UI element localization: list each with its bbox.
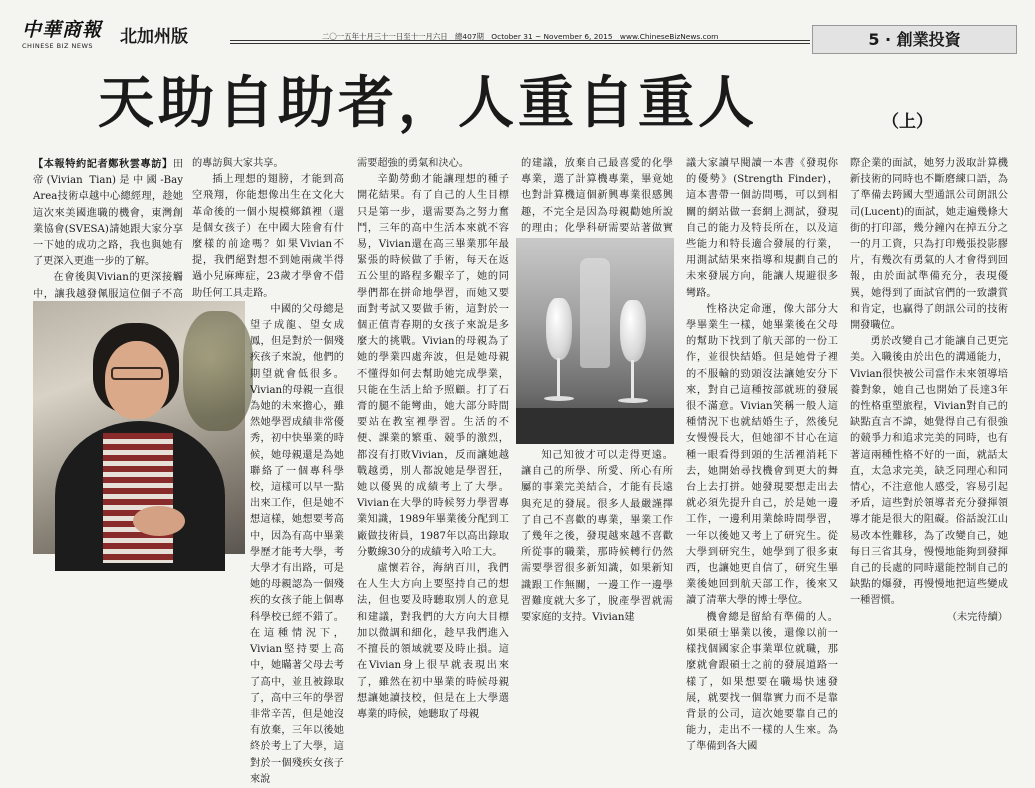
dateline: 二〇一五年十月三十一日至十一月六日 總407期 October 31 ~ November 6, 2015 www.ChineseBizNews.com: [322, 32, 719, 41]
photo-shirt: [103, 433, 173, 563]
paragraph: 中國的父母總是望子成龍、望女成鳳，但是對於一個殘疾孩子來說，他們的期望就會低很多。Vivian的母親一直很為她的未來擔心，雖然她學習成績非常優秀，初中快畢業的時候，她母親還是為她聯絡了一個專科學校，這樣可以早一點出來工作，但是她不想這樣，她想要考高中，因為有高中畢業學歷才能考大學，考大學才有出路，可是她的母親認為一個殘疾的女孩子能上個專科學校已經不錯了。在這種情況下，Vivian堅持要上高中，她瞞著父母去考了高中，並且被錄取了，高中三年的學習非常辛苦，但是她沒有放棄，三年以後她終於考上了大學，這對於一個殘疾女孩子來說: [250, 303, 344, 785]
paragraph: 需要超強的勇氣和決心。: [357, 158, 470, 169]
column-6: [850, 156, 1008, 623]
paragraph: 機會總是留給有準備的人。如果碩士畢業以後，還像以前一樣找個國家企事業單位就職，那麼就會跟碩士之前的發展道路一樣了，如果想要在職場快速發展，就要找一個靠實力而不是靠背景的公司，這次她要靠自己的能力，走出不一樣的人生來。為了準備到各大國: [686, 611, 838, 753]
section-tag: 5 · 創業投資: [812, 25, 1017, 54]
photo-base: [544, 396, 574, 401]
byline: （未完待續）: [946, 611, 1008, 623]
paragraph: 辛勤勞動才能讓理想的種子開花結果。有了自己的人生目標只是第一步，還需要為之努力奮鬥，三年的高中生活本來就不容易，Vivian還在高三畢業那年最緊張的時候做了手術，每天在返五公里的路程多艱辛了，她的同學們都在拼命地學習，而她又要面對考試又要做手術，這對於一個正值青春期的女孩子來說是多麼大的挑戰。Vivian的母親為了她的學業四處奔波，但是她母親不懂得如何去幫助她完成學業，只能在生活上給予照顧。打了石膏的腿不能彎曲，她大部分時間要站在教室裡學習。生活的不便、課業的繁重、競爭的激烈，都沒有打敗Vivian，反而讓她越戰越勇，別人都說她是學習狂，她以優異的成績考上了大學。Vivian在大學的時候努力學習專業知識，1989年畢業後分配到工廠做技術員，1987年以高出錄取分數線30分的成績考入哈工大。: [357, 174, 509, 558]
photo-glass: [620, 300, 646, 362]
edition-label: 北加州版: [120, 27, 188, 47]
photo-glasses: [111, 367, 163, 380]
paragraph: 在會後與Vivian的更深接觸中，讓我越發佩服這位個子不高: [33, 272, 183, 300]
logo-subtitle: CHINESE BIZ NEWS: [22, 42, 94, 50]
column-2: [192, 156, 344, 785]
paragraph: [33, 156, 183, 270]
column-3: [357, 156, 509, 720]
paragraph: 的專訪與大家共享。: [192, 158, 284, 169]
photo-stem: [557, 358, 560, 398]
paragraph: 插上理想的翅膀，才能到高空飛翔，你能想像出生在文化大革命後的一個小規模鄉鎮裡（還是個女孩子）在中國大陸會有什麼樣的前途嗎？如果Vivian不提，我們絕對想不到她兩歲半得過小兒麻痺症，23歲才學會不借助任何工具走路。: [192, 174, 344, 299]
headline-part: （上）: [882, 112, 933, 132]
column-1: [33, 156, 183, 300]
paragraph: 際企業的面試，她努力汲取計算機新技術的同時也不斷磨練口語，為了準備去跨國大型通訊公司朗訊公司(Lucent)的面試，她走遍幾條大街的打印部，幾分鐘內在掉五分之一的月工資，只為打印幾張投影膠片，有幾次有勇氣的人才會得到回報，由於面試準備充分，表現優異，她得到了面試官們的一致讚賞和肯定，也贏得了朗訊公司的技術開發職位。: [850, 158, 1008, 332]
photo-glass: [546, 298, 572, 360]
lead-credit: 【本報特約記者鄭秋雲專訪】: [33, 158, 173, 170]
paragraph-text: 田帝(Vivian Tian)是中國-Bay Area技術卓越中心總經理，趁她這次來美國進職的機會，東灣創業協會(SVESA)請她跟大家分享一下她的成功之路，我也與她有了更深入更進一步的了解。: [33, 159, 183, 268]
photo-stem: [631, 360, 634, 400]
wine-glasses-photo: [516, 238, 674, 444]
photo-bottle: [580, 258, 610, 368]
masthead: [0, 0, 1035, 62]
column-5: [686, 156, 838, 753]
newspaper-logo: [22, 20, 112, 54]
header-rule: [230, 40, 810, 44]
column-4-bottom: [521, 448, 673, 624]
photo-table: [516, 408, 674, 444]
paragraph: 勇於改變自己才能讓自己更完美。入職後由於出色的溝通能力，Vivian很快被公司當作未來領導培養對象，她自己也開始了長達3年的性格重塑旅程，Vivian對自己的缺點直言不諱，她覺得自己有很強的競爭力和追求完美的同時，也有著這兩種性格不好的一面，就話太直，太急求完美，缺乏同理心和同情心，不注意他人感受，容易引起矛盾，這些對於領導者充分發揮領導才能是很大的阻礙。俗話說江山易改本性難移，為了改變自己，她每日三省其身，慢慢地能夠到發揮自己的長處的同時還能控制自己的缺點的爆發，再慢慢地把這些變成一種習慣。: [850, 336, 1008, 607]
headline: 天助自助者，人重自重人: [98, 71, 758, 136]
paragraph: 議大家讀早閱讀一本書《發現你的優勢》(Strength Finder)，這本書帶一個訪問嗎，可以到相關的網站做一套網上測試，發現自己的能力及特長所在，以及這些能力和特長適合發展的行業，用測試結果來指導和規劃自己的未來發展方向，能讓人規避很多彎路。: [686, 158, 838, 299]
paragraph: 知己知彼才可以走得更遠。讓自己的所學、所愛、所心有所屬的事業完美結合，才能有長遠與充足的發展。很多人最嚴謹擇了自己不喜歡的專業，畢業工作了幾年之後，發現越來越不喜歡所從事的職業，那時候轉行仍然需要學習很多新知識，如果新知識跟工作無關，一邊工作一邊學習難度就大多了，脫產學習就需要家庭的支持。Vivian建: [521, 450, 673, 624]
column-4-top: [521, 156, 673, 236]
paragraph: 的建議，放棄自己最喜愛的化學專業，選了計算機專業，畢竟她也對計算機這個新興專業很感興趣，不完全是因為母親勸她所說的理由；化學科研需要站著做實: [521, 158, 673, 234]
photo-face: [105, 341, 169, 419]
paragraph: 虛懷若谷，海納百川，我們在人生大方向上要堅持自己的想法，但也要及時聽取別人的意見和建議，對我們的大方向大目標加以微調和細化，趁早我們進入不擅長的領域就要及時止損。這在Vivian身上很早就表現出來了，雖然在初中畢業的時候母親想讓她讀技校，但是在上大學選專業的時候，她聽取了母親: [357, 563, 509, 720]
photo-base: [618, 398, 648, 403]
logo-title: 中華商報: [22, 19, 103, 41]
photo-hand: [133, 506, 185, 536]
paragraph: 性格決定命運，像大部分大學畢業生一樣，她畢業後在父母的幫助下找到了航天部的一份工作，並很快結婚。但是她骨子裡的不服輸的勁頭沒法讓她安分下來，對自己這種按部就班的發展很不滿意。Vivian笑稱一般人這種情況下也就結婚生子，然後兒女慢慢長大，但她卻不甘心在這種一眼看得到頭的生活裡消耗下去，她開始尋找機會到更大的舞台上去打拼。她發現要想走出去就必須先提升自己，於是她一邊工作，一邊利用業餘時間學習，一年以後她又考上了研究生。從大學到研究生，她學到了很多東西，也讓她更自信了，研究生畢業後她回到航天部工作，後來又讀了清華大學的博士學位。: [686, 303, 838, 607]
